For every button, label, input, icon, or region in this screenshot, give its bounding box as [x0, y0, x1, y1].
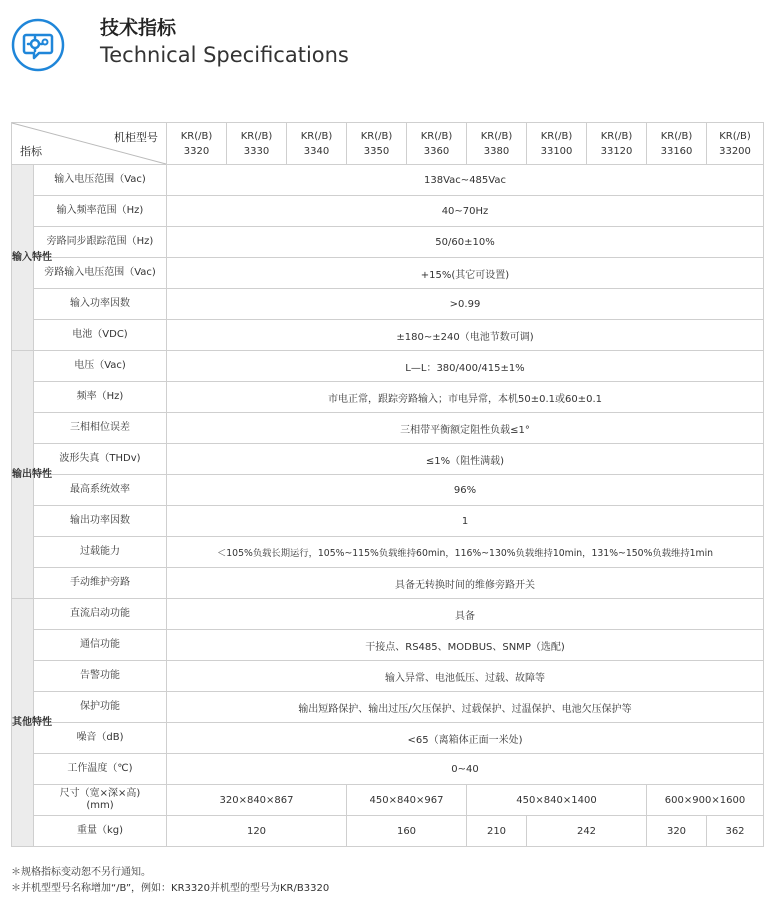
model-header: KR(/B) 3330 [227, 123, 287, 165]
param-value: 输出短路保护、输出过压/欠压保护、过载保护、过温保护、电池欠压保护等 [167, 692, 764, 723]
param-label: 电池（VDC) [34, 320, 167, 351]
category-other: 其他特性 [12, 599, 34, 847]
model-header: KR(/B) 33120 [587, 123, 647, 165]
param-label: 噪音（dB) [34, 723, 167, 754]
table-row [12, 382, 764, 413]
table-row [12, 258, 764, 289]
weight-value: 120 [167, 816, 347, 847]
param-value: 具备无转换时间的维修旁路开关 [167, 568, 764, 599]
table-corner-cell [12, 123, 167, 165]
param-value: ±180~±240（电池节数可调) [167, 320, 764, 351]
size-value: 600×900×1600 [647, 785, 764, 816]
weight-value: 160 [347, 816, 467, 847]
param-label: 直流启动功能 [34, 599, 167, 630]
param-value: 具备 [167, 599, 764, 630]
table-row [12, 568, 764, 599]
param-label: 输出功率因数 [34, 506, 167, 537]
param-label: 旁路同步跟踪范围（Hz) [34, 227, 167, 258]
table-row [12, 165, 764, 196]
weight-value: 242 [527, 816, 647, 847]
table-row [12, 289, 764, 320]
model-header: KR(/B) 3360 [407, 123, 467, 165]
param-label: 工作温度（℃) [34, 754, 167, 785]
table-row [12, 320, 764, 351]
table-row [12, 227, 764, 258]
footnote: ＊并机型型号名称增加“/B”，例如：KR3320并机型的型号为KR/B3320 [11, 883, 330, 894]
param-value: ≤1%（阻性满载) [167, 444, 764, 475]
param-label: 频率（Hz) [34, 382, 167, 413]
table-row-weight [12, 816, 764, 847]
model-header: KR(/B) 3350 [347, 123, 407, 165]
param-value: 138Vac~485Vac [167, 165, 764, 196]
param-value: 50/60±10% [167, 227, 764, 258]
param-value: 0~40 [167, 754, 764, 785]
table-row [12, 661, 764, 692]
table-row [12, 351, 764, 382]
model-header: KR(/B) 3380 [467, 123, 527, 165]
table-row [12, 754, 764, 785]
model-header: KR(/B) 3320 [167, 123, 227, 165]
size-value: 450×840×967 [347, 785, 467, 816]
category-input: 输入特性 [12, 165, 34, 351]
param-value: 1 [167, 506, 764, 537]
param-label: 手动维护旁路 [34, 568, 167, 599]
table-row [12, 630, 764, 661]
corner-index-label: 指标 [20, 145, 42, 158]
title-english: Technical Specifications [100, 43, 349, 67]
param-label: 输入电压范围（Vac) [34, 165, 167, 196]
param-label: 保护功能 [34, 692, 167, 723]
model-header: KR(/B) 3340 [287, 123, 347, 165]
table-row [12, 444, 764, 475]
param-label: 三相相位误差 [34, 413, 167, 444]
model-header: KR(/B) 33160 [647, 123, 707, 165]
spec-table [11, 122, 764, 847]
param-value: ＜105%负载长期运行，105%~115%负载维持60min，116%~130%负载维持10min，131%~150%负载维持1min [167, 537, 764, 568]
table-row [12, 196, 764, 227]
param-value: 干接点、RS485、MODBUS、SNMP（选配) [167, 630, 764, 661]
gear-screen-icon [11, 18, 65, 72]
param-label: 最高系统效率 [34, 475, 167, 506]
param-value: 96% [167, 475, 764, 506]
model-header: KR(/B) 33100 [527, 123, 587, 165]
size-value: 450×840×1400 [467, 785, 647, 816]
param-value: +15%(其它可设置) [167, 258, 764, 289]
param-label: 通信功能 [34, 630, 167, 661]
page-header [0, 0, 773, 100]
model-header: KR(/B) 33200 [707, 123, 764, 165]
table-row [12, 692, 764, 723]
param-value: 输入异常、电池低压、过载、故障等 [167, 661, 764, 692]
param-label: 电压（Vac) [34, 351, 167, 382]
param-label: 波形失真（THDv) [34, 444, 167, 475]
category-output: 输出特性 [12, 351, 34, 599]
size-value: 320×840×867 [167, 785, 347, 816]
footnotes [11, 865, 329, 897]
table-row-size [12, 785, 764, 816]
param-value: <65（离箱体正面一米处) [167, 723, 764, 754]
table-header-row [12, 123, 764, 165]
weight-value: 210 [467, 816, 527, 847]
table-row [12, 723, 764, 754]
param-label: 过载能力 [34, 537, 167, 568]
param-label-weight: 重量（kg) [34, 816, 167, 847]
param-label: 告警功能 [34, 661, 167, 692]
param-value: 三相带平衡额定阻性负载≤1° [167, 413, 764, 444]
param-label: 输入功率因数 [34, 289, 167, 320]
title-chinese: 技术指标 [100, 17, 177, 39]
param-label: 旁路输入电压范围（Vac) [34, 258, 167, 289]
table-row [12, 475, 764, 506]
param-label-size: 尺寸（宽×深×高) (mm) [34, 785, 167, 816]
corner-model-label: 机柜型号 [114, 131, 158, 144]
param-label: 输入频率范围（Hz) [34, 196, 167, 227]
weight-value: 320 [647, 816, 707, 847]
table-row [12, 413, 764, 444]
param-value: 40~70Hz [167, 196, 764, 227]
table-row [12, 537, 764, 568]
param-value: 市电正常，跟踪旁路输入；市电异常，本机50±0.1或60±0.1 [167, 382, 764, 413]
param-value: >0.99 [167, 289, 764, 320]
param-value: L—L：380/400/415±1% [167, 351, 764, 382]
table-row [12, 506, 764, 537]
footnote: ＊规格指标变动恕不另行通知。 [11, 867, 151, 878]
weight-value: 362 [707, 816, 764, 847]
table-row [12, 599, 764, 630]
